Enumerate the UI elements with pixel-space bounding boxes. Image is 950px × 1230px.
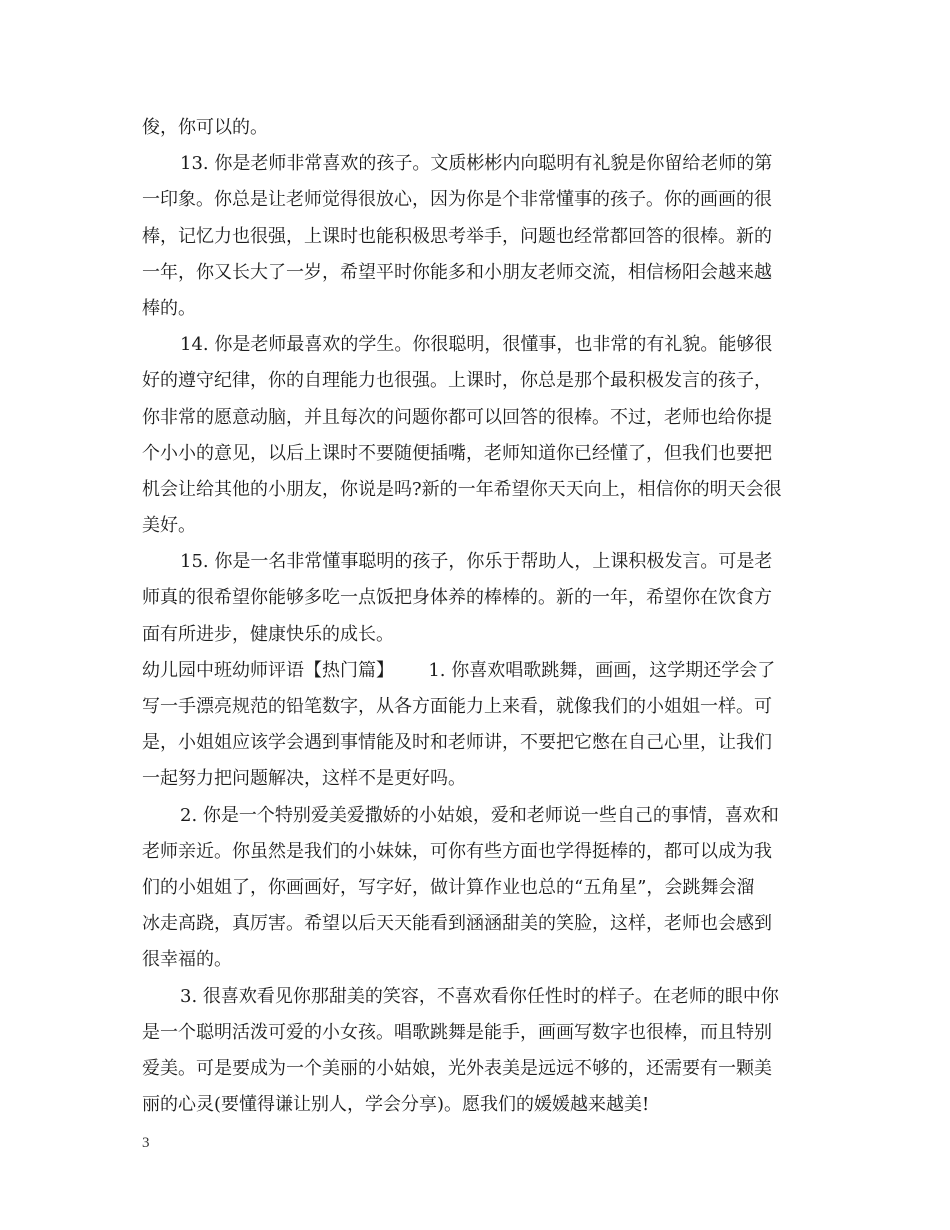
text-line: 师真的很希望你能够多吃一点饭把身体养的棒棒的。新的一年，希望你在饮食方: [142, 587, 772, 609]
text-line: 冰走高跷，真厉害。希望以后天天能看到涵涵甜美的笑脸，这样，老师也会感到: [142, 913, 772, 935]
text-line: 是一个聪明活泼可爱的小女孩。唱歌跳舞是能手，画画写数字也很棒，而且特别: [142, 1021, 772, 1043]
text-line: 棒的。: [142, 297, 196, 319]
text-line: 面有所进步，健康快乐的成长。: [142, 623, 394, 645]
text-line: 爱美。可是要成为一个美丽的小姑娘，光外表美是远远不够的，还需要有一颗美: [142, 1057, 772, 1079]
text-line: 一起努力把问题解决，这样不是更好吗。: [142, 768, 466, 790]
text-line: 们的小姐姐了，你画画好，写字好，做计算作业也总的“五角星”，会跳舞会溜: [142, 876, 755, 898]
text-line: 一印象。你总是让老师觉得很放心，因为你是个非常懂事的孩子。你的画画的很: [142, 189, 772, 211]
document-body: [142, 110, 822, 1123]
text-line: 你非常的愿意动脑，并且每次的问题你都可以回答的很棒。不过，老师也给你提: [142, 406, 772, 428]
text-line: 丽的心灵(要懂得谦让别人，学会分享)。愿我们的媛媛越来越美!: [142, 1094, 650, 1116]
paragraph-14-line: 14. 你是老师最喜欢的学生。你很聪明，很懂事，也非常的有礼貌。能够很: [180, 334, 773, 356]
section-heading-line: 幼儿园中班幼师评语【热门篇】 1. 你喜欢唱歌跳舞，画画，这学期还学会了: [142, 659, 776, 681]
paragraph-2-line: 2. 你是一个特别爱美爱撒娇的小姑娘，爱和老师说一些自己的事情，喜欢和: [180, 804, 779, 826]
text-line: 老师亲近。你虽然是我们的小妹妹，可你有些方面也学得挺棒的，都可以成为我: [142, 840, 772, 862]
text-line: 是，小姐姐应该学会遇到事情能及时和老师讲，不要把它憋在自己心里，让我们: [142, 732, 772, 754]
text-line: 写一手漂亮规范的铅笔数字，从各方面能力上来看，就像我们的小姐姐一样。可: [142, 696, 772, 717]
text-line: 机会让给其他的小朋友，你说是吗?新的一年希望你天天向上，相信你的明天会很: [142, 478, 782, 500]
text-line: 俊，你可以的。: [142, 117, 268, 138]
text-line: 很幸福的。: [142, 949, 232, 971]
text-line: 个小小的意见，以后上课时不要随便插嘴，老师知道你已经懂了，但我们也要把: [142, 442, 772, 464]
text-line: 一年，你又长大了一岁，希望平时你能多和小朋友老师交流，相信杨阳会越来越: [142, 261, 772, 283]
paragraph-3-line: 3. 很喜欢看见你那甜美的笑容，不喜欢看你任性时的样子。在老师的眼中你: [180, 985, 779, 1007]
text-line: 美好。: [142, 515, 196, 537]
page-number: 3: [142, 1135, 150, 1151]
paragraph-15-line: 15. 你是一名非常懂事聪明的孩子，你乐于帮助人，上课积极发言。可是老: [180, 551, 773, 573]
text-line: 好的遵守纪律，你的自理能力也很强。上课时，你总是那个最积极发言的孩子，: [142, 370, 772, 392]
text-line: 棒，记忆力也很强，上课时也能积极思考举手，问题也经常都回答的很棒。新的: [142, 225, 772, 247]
paragraph-13-line: 13. 你是老师非常喜欢的孩子。文质彬彬内向聪明有礼貌是你留给老师的第: [180, 153, 773, 175]
